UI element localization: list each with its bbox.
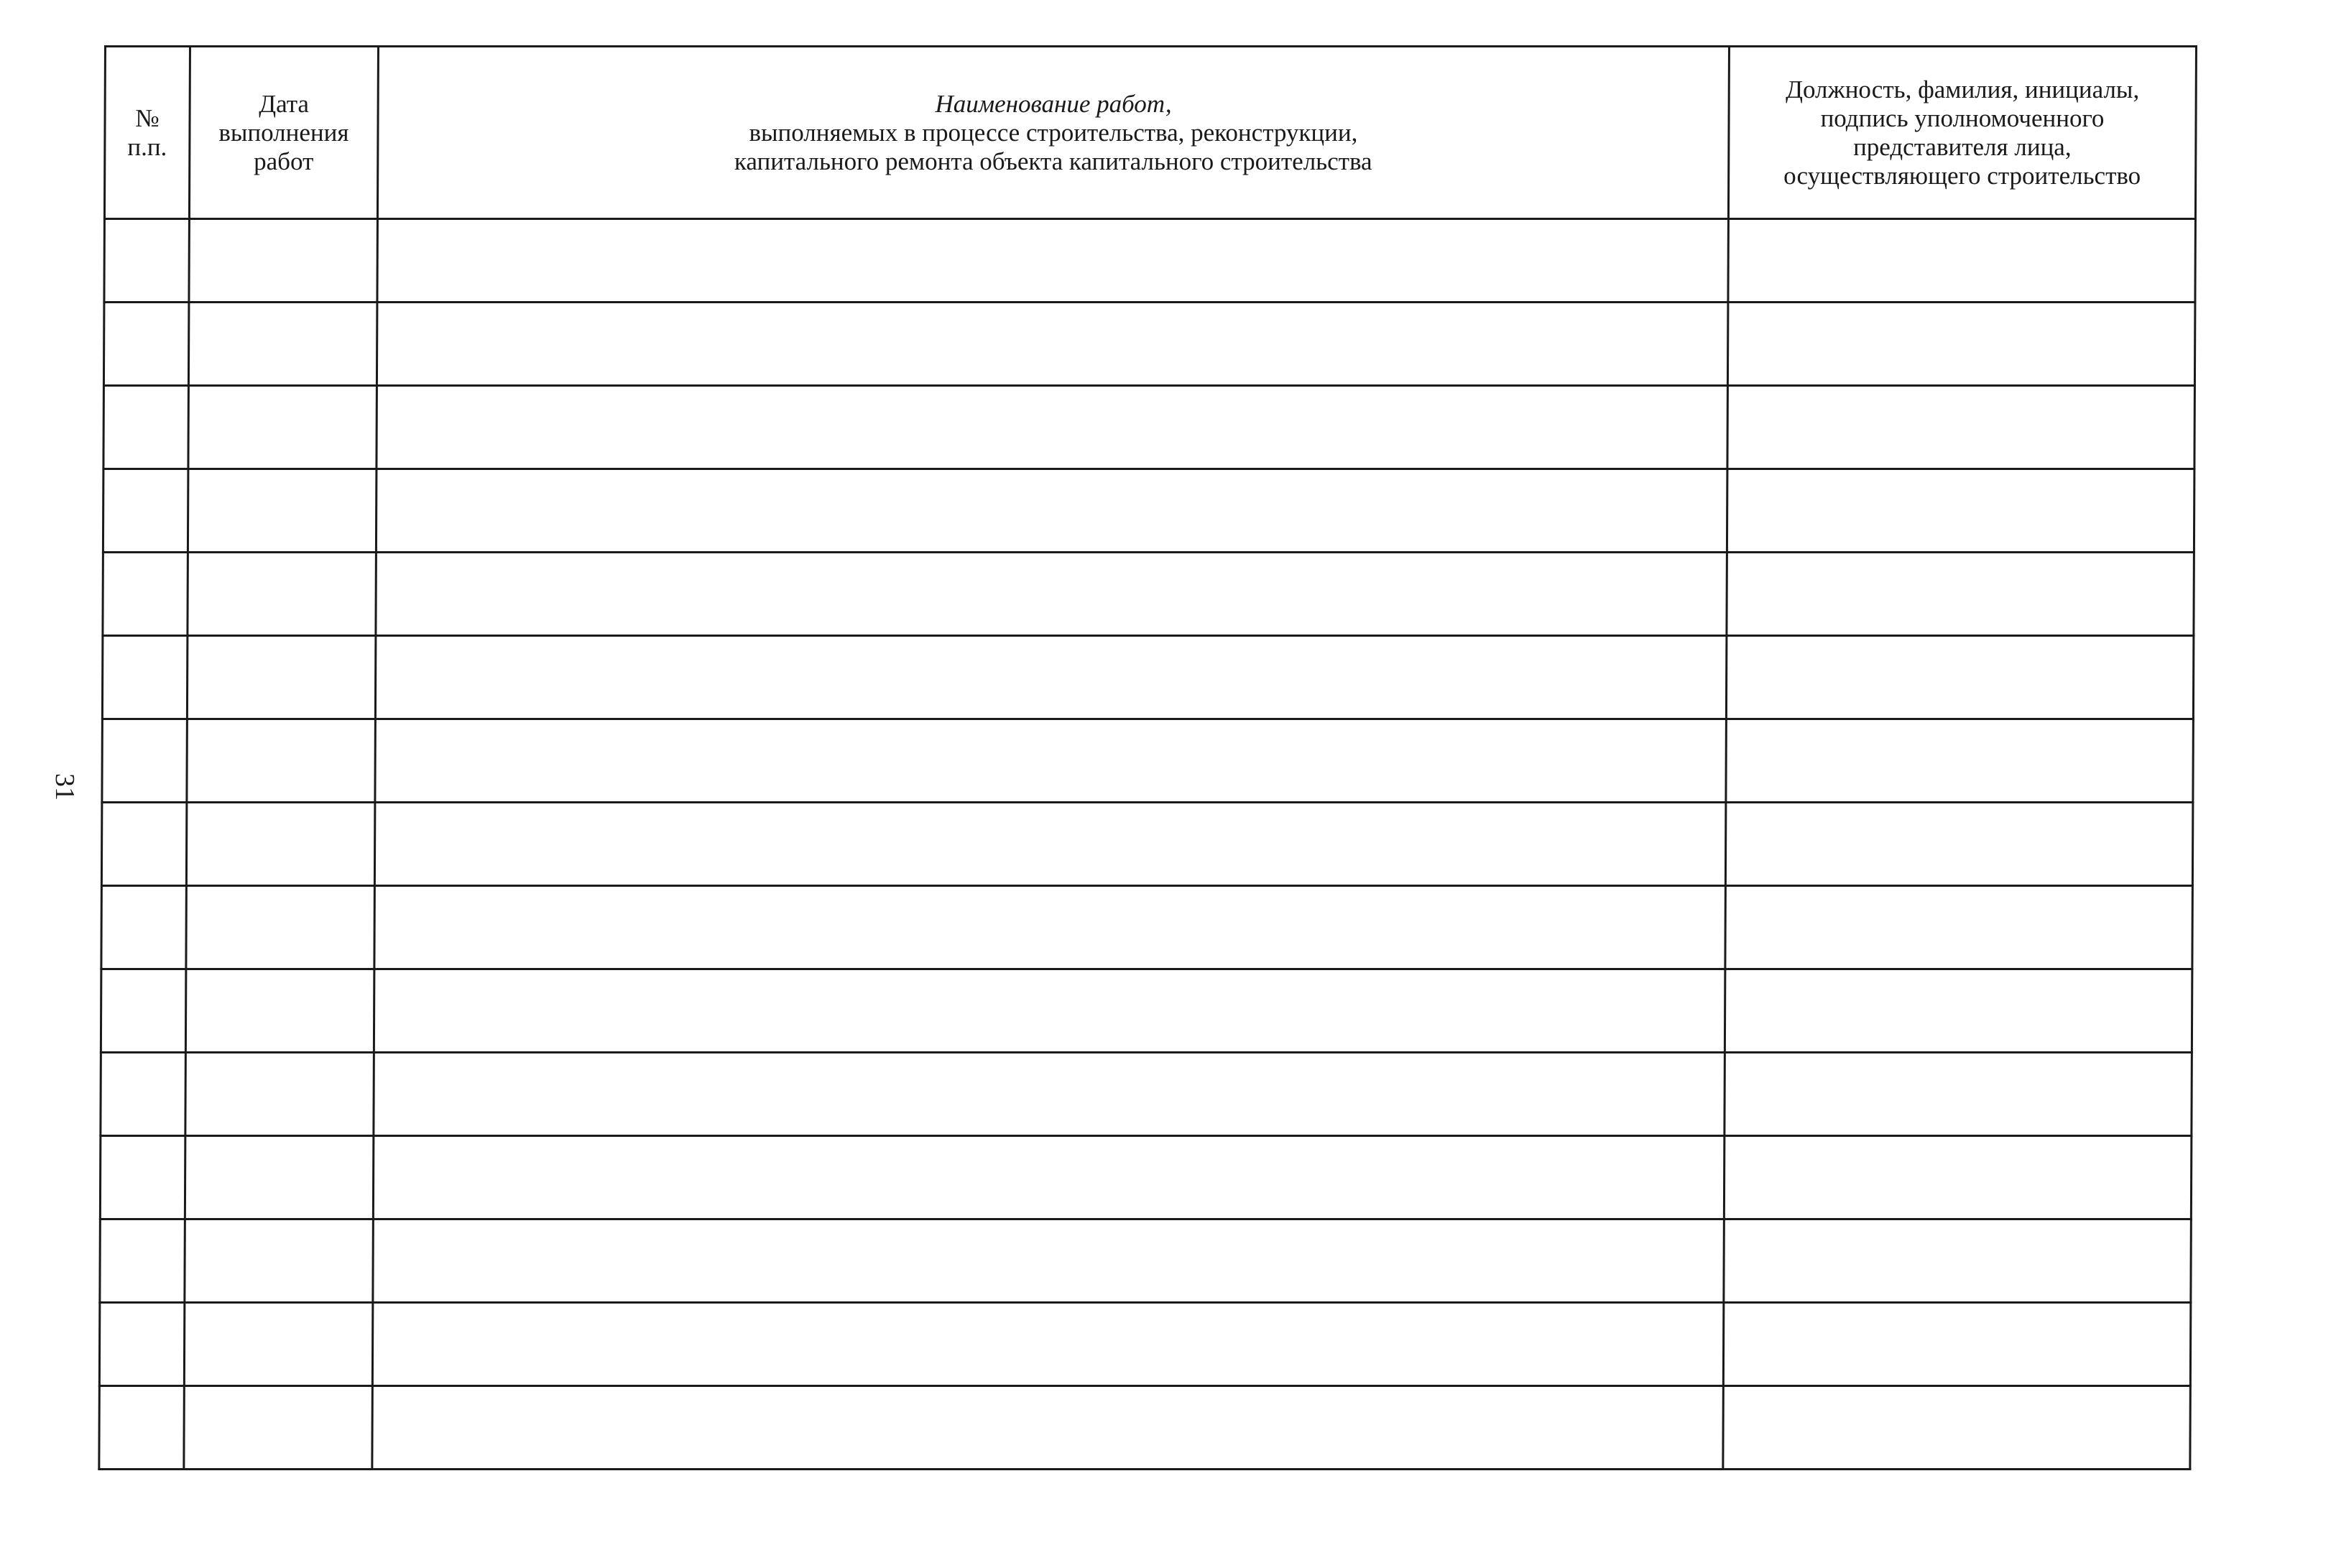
cell-signature[interactable]: [1724, 1136, 2192, 1219]
cell-date[interactable]: [184, 1303, 373, 1386]
cell-signature[interactable]: [1727, 553, 2194, 636]
cell-number[interactable]: [101, 1053, 186, 1136]
table-row: [101, 803, 2193, 886]
cell-signature[interactable]: [1725, 886, 2193, 969]
cell-number[interactable]: [103, 469, 188, 553]
header-date: Дата выполнения работ: [189, 47, 378, 219]
cell-date[interactable]: [188, 469, 377, 553]
work-journal-table: [98, 45, 2197, 1470]
cell-date[interactable]: [188, 386, 377, 469]
cell-number[interactable]: [102, 636, 188, 719]
header-number: № п.п.: [104, 47, 190, 219]
cell-signature[interactable]: [1728, 219, 2196, 303]
cell-works[interactable]: [377, 303, 1728, 386]
cell-number[interactable]: [101, 803, 187, 886]
table-body: [99, 219, 2196, 1470]
cell-signature[interactable]: [1727, 303, 2195, 386]
cell-number[interactable]: [103, 303, 189, 386]
table-row: [103, 303, 2195, 386]
cell-date[interactable]: [185, 1219, 374, 1303]
cell-number[interactable]: [104, 219, 190, 303]
header-signature: Должность, фамилия, инициалы, подпись уполномоченного представителя лица, осуществляющего строительство: [1728, 47, 2196, 219]
cell-date[interactable]: [185, 969, 374, 1053]
table-row: [100, 1136, 2192, 1219]
cell-signature[interactable]: [1723, 1303, 2191, 1386]
page-number: 31: [50, 773, 80, 801]
cell-number[interactable]: [99, 1303, 185, 1386]
cell-works[interactable]: [372, 1303, 1724, 1386]
cell-works[interactable]: [374, 803, 1726, 886]
table-row: [100, 1219, 2192, 1303]
cell-works[interactable]: [374, 886, 1726, 969]
table-row: [103, 386, 2195, 469]
cell-works[interactable]: [375, 636, 1727, 719]
cell-works[interactable]: [377, 386, 1728, 469]
cell-date[interactable]: [188, 303, 377, 386]
cell-date[interactable]: [185, 1136, 374, 1219]
table-row: [102, 636, 2194, 719]
header-works: Наименование работ, выполняемых в процессе строительства, реконструкции, капитального ремонта объекта капитального строительства: [377, 47, 1729, 219]
cell-number[interactable]: [102, 719, 188, 803]
table-row: [101, 969, 2192, 1053]
cell-date[interactable]: [187, 719, 376, 803]
table-row: [104, 219, 2196, 303]
cell-number[interactable]: [101, 886, 187, 969]
cell-signature[interactable]: [1725, 969, 2192, 1053]
cell-works[interactable]: [373, 1136, 1725, 1219]
cell-signature[interactable]: [1724, 1219, 2192, 1303]
table-row: [101, 886, 2193, 969]
cell-signature[interactable]: [1725, 803, 2193, 886]
cell-works[interactable]: [376, 469, 1727, 553]
table-row: [103, 469, 2194, 553]
cell-works[interactable]: [373, 1219, 1725, 1303]
table-row: [99, 1303, 2191, 1386]
cell-date[interactable]: [187, 636, 376, 719]
cell-signature[interactable]: [1727, 386, 2195, 469]
cell-date[interactable]: [186, 803, 375, 886]
table-row: [102, 719, 2194, 803]
cell-signature[interactable]: [1726, 719, 2194, 803]
cell-works[interactable]: [377, 219, 1729, 303]
cell-number[interactable]: [103, 553, 188, 636]
header-row: [104, 47, 2196, 219]
cell-number[interactable]: [100, 1136, 185, 1219]
header-works-title: Наименование работ,: [935, 89, 1172, 118]
cell-signature[interactable]: [1726, 636, 2194, 719]
cell-number[interactable]: [103, 386, 189, 469]
table-row: [101, 1053, 2192, 1136]
cell-works[interactable]: [374, 1053, 1725, 1136]
cell-number[interactable]: [99, 1386, 185, 1470]
table-row: [103, 553, 2194, 636]
cell-signature[interactable]: [1723, 1386, 2191, 1470]
cell-signature[interactable]: [1725, 1053, 2192, 1136]
cell-date[interactable]: [189, 219, 378, 303]
cell-number[interactable]: [100, 1219, 185, 1303]
cell-date[interactable]: [184, 1386, 373, 1470]
cell-number[interactable]: [101, 969, 186, 1053]
cell-works[interactable]: [372, 1386, 1724, 1470]
cell-date[interactable]: [185, 1053, 374, 1136]
cell-signature[interactable]: [1727, 469, 2194, 553]
cell-date[interactable]: [186, 886, 375, 969]
cell-works[interactable]: [376, 553, 1727, 636]
cell-date[interactable]: [188, 553, 377, 636]
table-row: [99, 1386, 2191, 1470]
cell-works[interactable]: [374, 969, 1725, 1053]
cell-works[interactable]: [375, 719, 1727, 803]
